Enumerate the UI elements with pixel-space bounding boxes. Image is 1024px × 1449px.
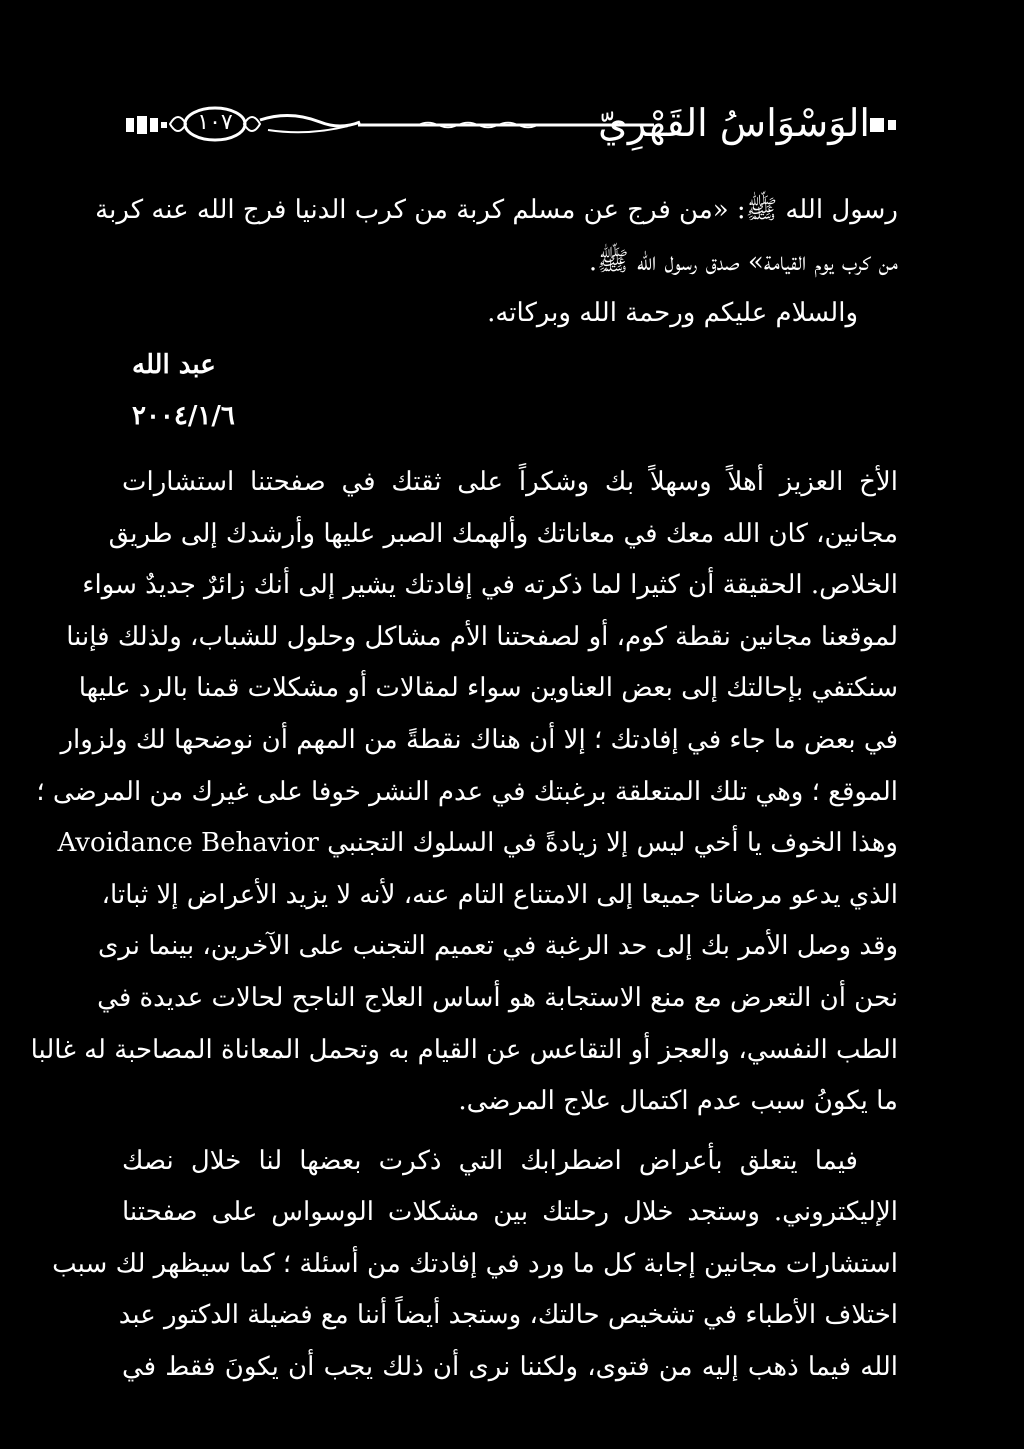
ornament-left-icon — [126, 116, 167, 134]
text-line: الله فيما ذهب إليه من فتوى، ولكننا نرى أن ذلك يجب أن يكونَ فقط في — [122, 1352, 898, 1383]
text-line: لموقعنا مجانين نقطة كوم، أو لصفحتنا الأم مشاكل وحلول للشباب، ولذلك فإننا — [66, 621, 898, 652]
text-line: نحن أن التعرض مع منع الاستجابة هو أساس العلاج الناجح لحالات عديدة في — [97, 982, 898, 1013]
book-title: الوَسْوَاسُ القَهْرِيّ — [598, 101, 870, 145]
greeting-paragraph — [122, 288, 898, 340]
ornament-right-icon — [870, 118, 896, 132]
text-line: الإليكتروني. وستجد خلال رحلتك بين مشكلات الوسواس على صفحتنا — [122, 1197, 898, 1228]
text-line: اختلاف الأطباء في تشخيص حالتك، وستجد أيضاً أننا مع فضيلة الدكتور عبد — [118, 1300, 898, 1331]
reply-paragraph-2 — [52, 1136, 898, 1394]
text-line: وقد وصل الأمر بك إلى حد الرغبة في تعميم التجنب على الآخرين، بينما نرى — [98, 931, 898, 962]
text-line: والسلام عليكم ورحمة الله وبركاته. — [487, 298, 858, 329]
text-line: استشارات مجانين إجابة كل ما ورد في إفادتك من أسئلة ؛ كما سيظهر لك سبب — [52, 1248, 898, 1279]
text-line: من كرب يوم القيامة» صدق رسول الله ﷺ. — [588, 246, 898, 277]
question-closing-paragraph — [95, 185, 898, 288]
text-line: رسول الله ﷺ: «من فرج عن مسلم كربة من كرب الدنيا فرج الله عنه كربة — [95, 195, 898, 225]
text-line: الأخ العزيز أهلاً وسهلاً بك وشكراً على ثقتك في صفحتنا استشارات — [122, 466, 898, 497]
text-line: فيما يتعلق بأعراض اضطرابك التي ذكرت بعضها لنا خلال نصك — [122, 1145, 858, 1176]
text-line: وهذا الخوف يا أخي ليس إلا زيادةً في السلوك التجنبي Avoidance Behavior — [57, 828, 898, 859]
text-line: سنكتفي بإحالتك إلى بعض العناوين سواء لمقالات أو مشكلات قمنا بالرد عليها — [78, 673, 898, 704]
signature-name: عبد الله — [132, 349, 216, 380]
text-line: الموقع ؛ وهي تلك المتعلقة برغبتك في عدم النشر خوفا على غيرك من المرضى ؛ — [36, 776, 898, 807]
text-line: الخلاص. الحقيقة أن كثيرا لما ذكرته في إفادتك يشير إلى أنك زائرٌ جديدٌ سواء — [82, 570, 898, 601]
body-text — [30, 185, 898, 1394]
text-line: الطب النفسي، والعجز أو التقاعس عن القيام به وتحمل المعاناة المصاحبة له غالبا — [30, 1034, 898, 1065]
text-line: في بعض ما جاء في إفادتك ؛ إلا أن هناك نقطةً من المهم أن نوضحها لك ولزوار — [60, 724, 898, 755]
page-number: ١٠٧ — [197, 110, 233, 135]
reply-paragraph-1 — [30, 457, 898, 1128]
signature-date: ٢٠٠٤/١/٦ — [132, 401, 235, 432]
text-line: الذي يدعو مرضانا جميعا إلى الامتناع التام عنه، لأنه لا يزيد الأعراض إلا ثباتا، — [101, 879, 898, 910]
text-line: مجانين، كان الله معك في معاناتك وألهمك الصبر عليها وأرشدك إلى طريق — [108, 518, 898, 549]
text-line: ما يكونُ سبب عدم اكتمال علاج المرضى. — [458, 1086, 898, 1117]
page-header — [118, 96, 908, 156]
